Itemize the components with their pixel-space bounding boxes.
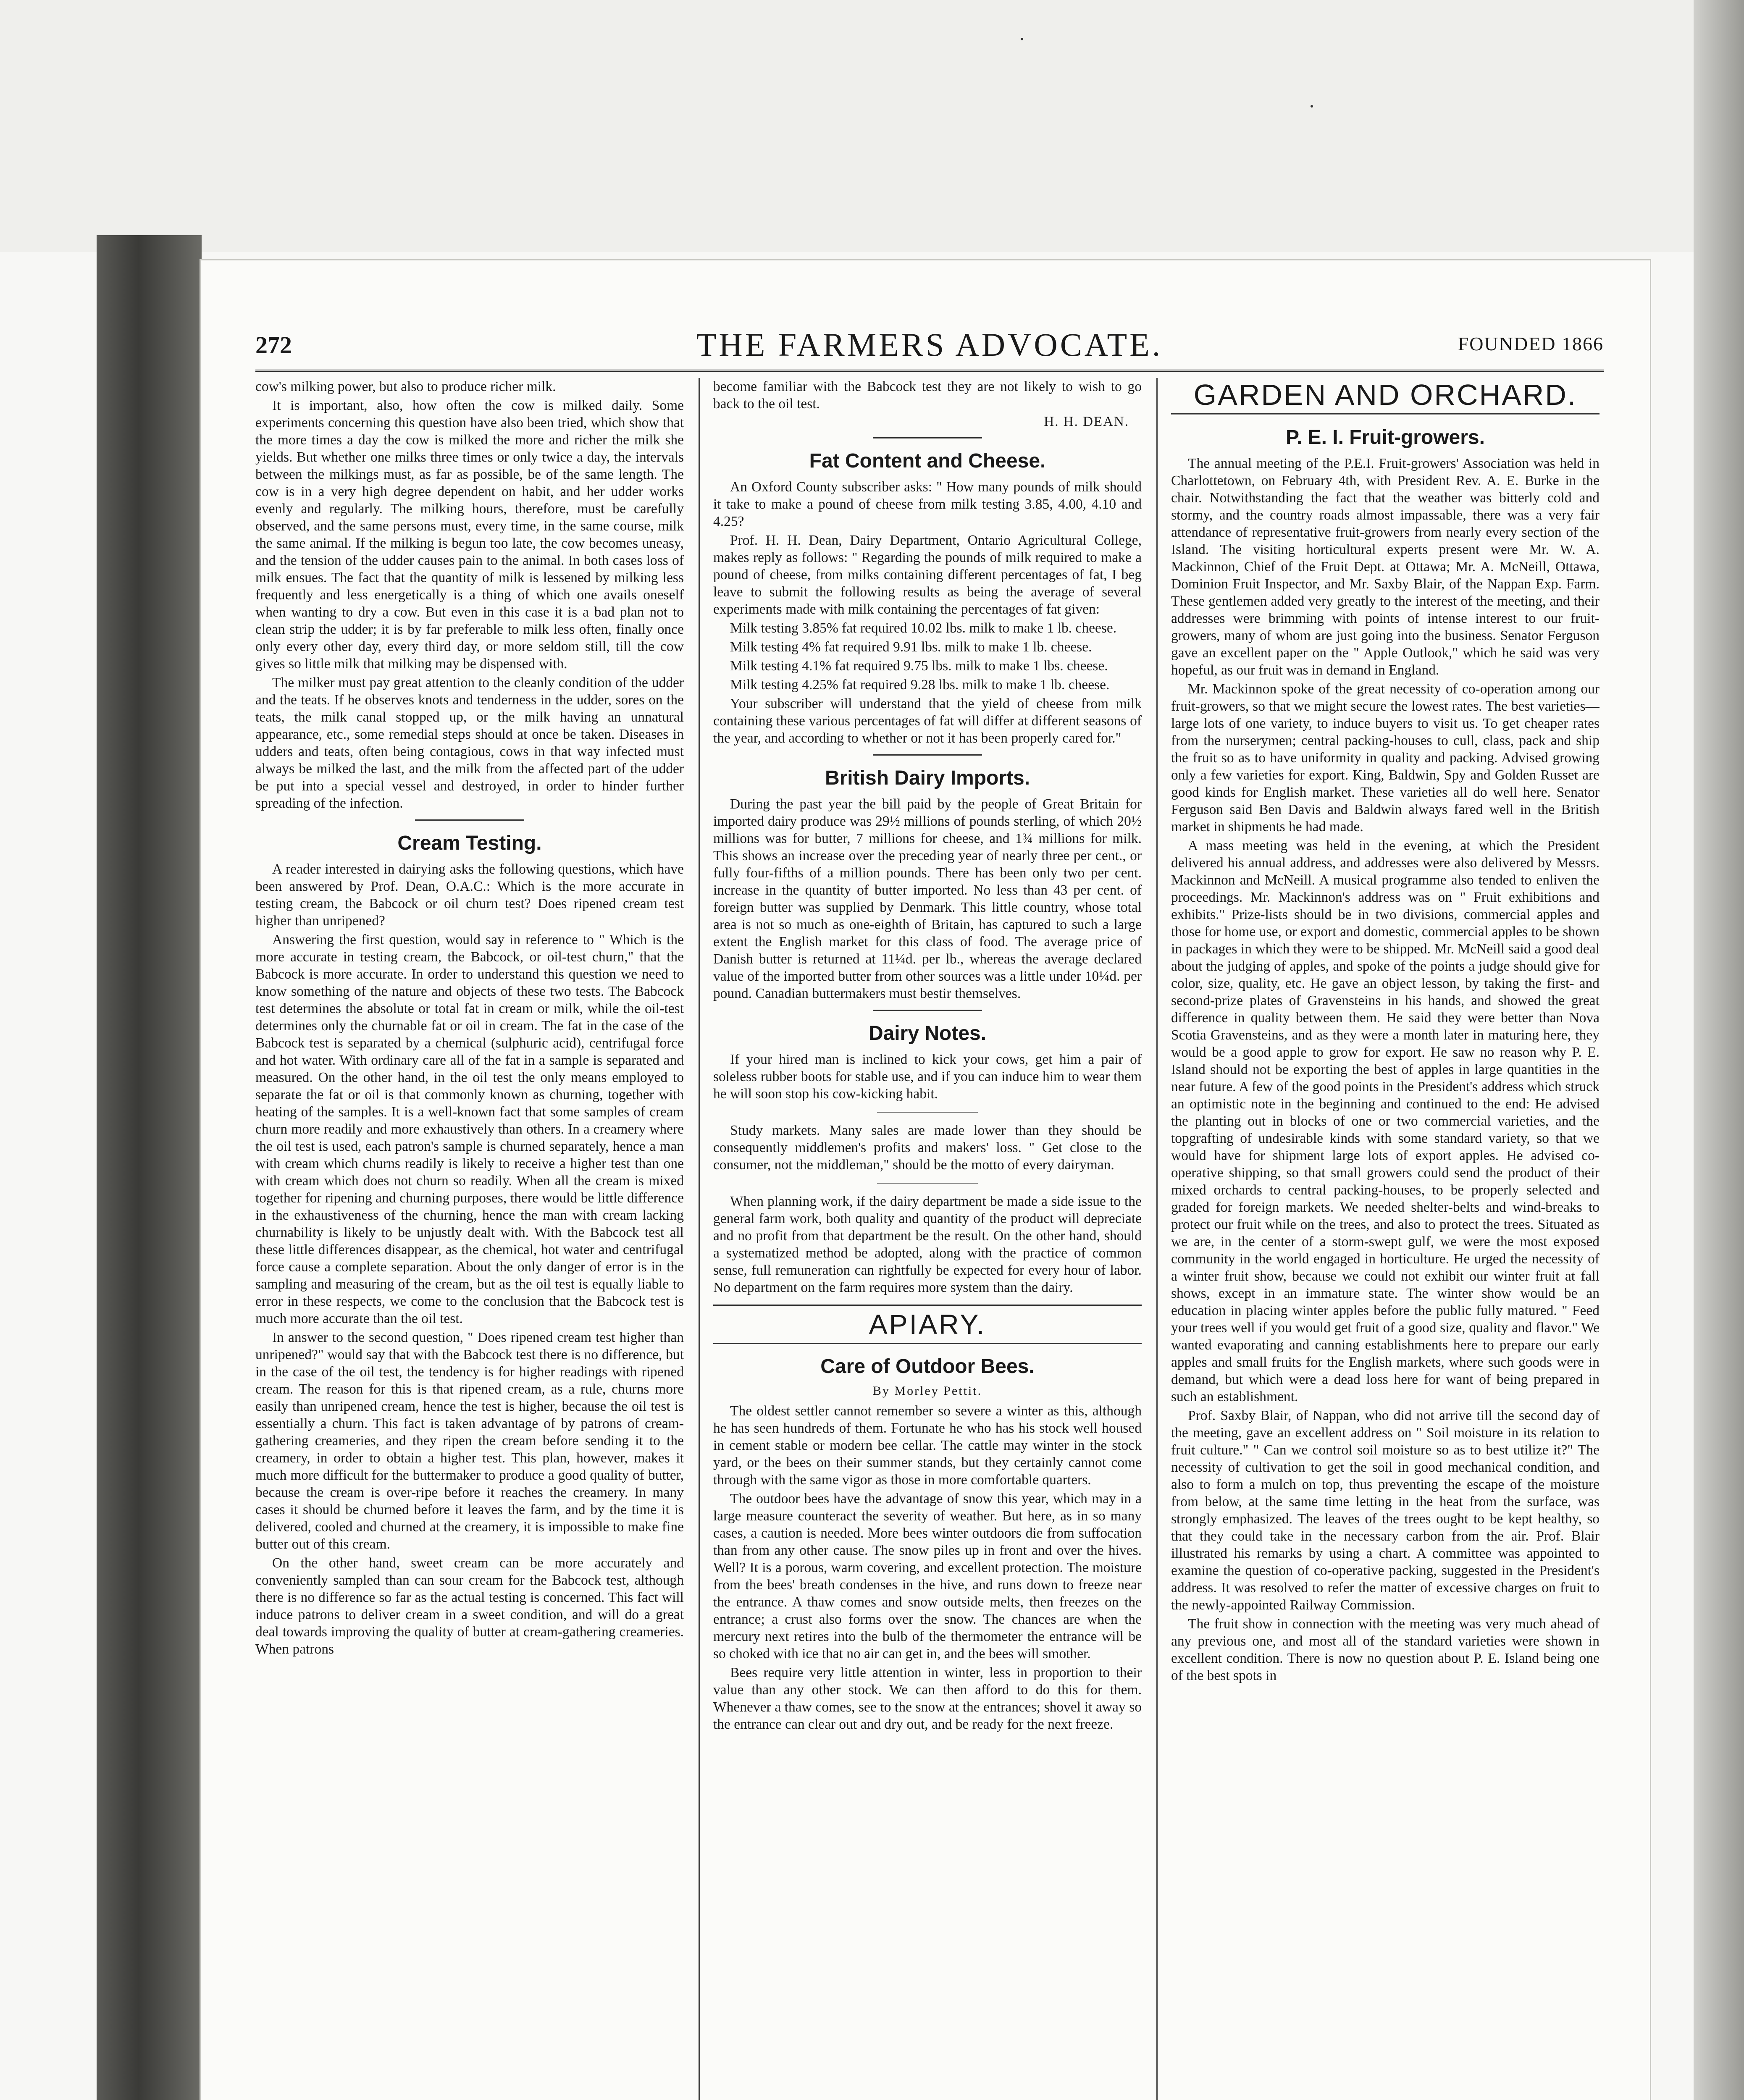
scan-right-margin: [1694, 0, 1744, 2100]
paragraph: During the past year the bill paid by the people of Great Britain for imported dairy produce was 29½ millions of pounds sterling, of which 20½ millions was for butter, 7 millions for cheese, and 1¾ millions for milk. This shows an increase over the preceding year of nearly three per cent., or fully four-fifths of a million pounds. There has been only two per cent. increase in the quantity of butter imported. No less than 43 per cent. of foreign butter was supplied by Denmark. This little country, whose total area is not so much as one-eighth of Britain, has captured to such a large extent the English market for this class of food. The average price of Danish butter is returned at 11¼d. per lb., whereas the average declared value of the imported butter from other sources was a little under 10¼d. per pound. Canadian buttermakers must bestir themselves.: [713, 796, 1142, 1001]
page-number: 272: [255, 331, 292, 359]
paragraph: Your subscriber will understand that the yield of cheese from milk containing these various percentages of fat will differ at different seasons of the year, and according to whether or not it has been properly cared for.": [713, 696, 1142, 746]
paragraph: The milker must pay great attention to the cleanly condition of the udder and the teats. If he observes knots and tenderness in the udder, sores on the teats, the milk canal stopped up, or the milk having an unnatural appearance, etc., some remedial steps should at once be taken. Diseases in udders and teats, often being contagious, cows in that way infected must always be milked the last, and the milk from the affected part of the udder be put into a special vessel and destroyed, in order to hinder further spreading of the infection.: [255, 675, 684, 811]
paragraph: Milk testing 3.85% fat required 10.02 lbs. milk to make 1 lb. cheese.: [730, 620, 1117, 636]
paragraph: The outdoor bees have the advantage of snow this year, which may in a large measure counteract the severity of weather. But here, as in so many cases, a caution is needed. More bees winter outdoors die from suffocation than from any other cause. The snow piles up in front and over the hives. Well? It is a porous, warm covering, and excellent protection. The moisture from the bees' breath condenses in the hive, and runs down to freeze near the entrance. A thaw comes and snow outside melts, then freezes on the entrance; a crust also forms over the snow. The chances are when the mercury next retires into the bulb of the thermometer the entrance will be so choked with ice that no air can get in, and the bees will smother.: [713, 1491, 1142, 1662]
note-divider: [877, 1112, 978, 1113]
paragraph: Answering the first question, would say in reference to " Which is the more accurate in testing cream, the Babcock, or oil-test churn," that the Babcock is more accurate. In order to understand this question we need to know something of the nature and objects of these two tests. The Babcock test determines the absolute or total fat in cream or milk, while the oil-test determines only the churnable fat or oil in cream. The fat in the case of the Babcock test is separated by a chemical (sulphuric acid), centrifugal force and hot water. With ordinary care all of the fat in a sample is separated and measured. On the other hand, in the oil test the only means employed to separate the fat or oil is that commonly known as churning, together with heating of the samples. It is a well-known fact that some samples of cream churn more readily and more exhaustively than others. In a creamery where the oil test is used, each patron's sample is churned separately, hence a man with cream which churns readily is likely to receive a higher test than one with cream which does not churn so readily. When all the cream is mixed together for ripening and churning purposes, there would be little difference in the exhaustiveness of the churning, hence the man with cream lacking churnability is likely to be unjustly dealt with. With the Babcock test all these little differences disappear, as the chemical, hot water and centrifugal force cause a complete separation. About the only danger of error is in the sampling and measuring of the cream, but as the oil test is equally liable to error in these respects, we come to the conclusion that the Babcock test is much more accurate than the oil test.: [255, 932, 684, 1326]
paragraph: The oldest settler cannot remember so severe a winter as this, although he has seen hundreds of them. Fortunate he who has his stock well housed in cement stable or modern bee cellar. The cattle may winter in the stock yard, or the bees on their summer stands, but they certainly cannot come through with the same vigor as those in more comfortable quarters.: [713, 1403, 1142, 1488]
column-rule: [1156, 378, 1158, 2100]
paragraph: Bees require very little attention in winter, less in proportion to their value than any other stock. We can then afford to do this for them. Whenever a thaw comes, see to the snow at the entrances; shovel it away so the entrance can clear out and dry out, and be ready for the next freeze.: [713, 1665, 1142, 1732]
section-divider: [873, 1010, 982, 1011]
paragraph: The annual meeting of the P.E.I. Fruit-growers' Association was held in Charlottetown, on February 4th, with President Rev. A. E. Burke in the chair. Notwithstanding the fact that the weather was bitterly cold and stormy, and the country roads almost impassable, there was a very fair attendance of representative fruit-growers from nearly every section of the Island. The visiting horticultural experts present were Mr. W. A. Mackinnon, Chief of the Fruit Dept. at Ottawa; Mr. A. McNeill, Ottawa, Dominion Fruit Inspector, and Mr. Saxby Blair, of the Nappan Exp. Farm. These gentlemen added very greatly to the interest of the meeting, and their addresses were brimming with points of intense interest to our fruit-growers, many of whom are just going into the business. Senator Ferguson gave an excellent paper on the " Apple Outlook," which he said was very hopeful, as our fruit was in demand in England.: [1171, 456, 1600, 678]
section-heading-fat-content: Fat Content and Cheese.: [809, 450, 1046, 472]
paragraph: The fruit show in connection with the meeting was very much ahead of any previous one, and most all of the standard varieties were shown in excellent condition. There is now no question about P. E. Island being one of the best spots in: [1171, 1616, 1600, 1683]
section-heading-british-imports: British Dairy Imports.: [825, 767, 1030, 789]
column-3: [1171, 378, 1600, 2100]
paragraph: A mass meeting was held in the evening, at which the President delivered his annual address, and addresses were also delivered by Messrs. Mackinnon and McNeill. A musical programme also tended to enliven the proceedings. Mr. Mackinnon's address was on " Fruit exhibitions and exhibits." Prize-lists should be in two divisions, commercial apples and those for home use, or export and domestic, commercial apples to be shown in packages in which they were to be shipped. Mr. McNeill said a good deal about the judging of apples, and spoke of the points a judge should give for color, size, quality, etc. He gave an object lesson, by taking the first- and second-prize plates of Gravensteins in his hands, and showed the great difference in quality between them. He said they were better than Nova Scotia Gravensteins, and as they were a month later in maturing here, they would be a good apple to grow for export. He saw no reason why P. E. Island should not be exporting the best of apples in large quantities in the near future. A few of the good points in the President's address which struck an optimistic note in the beginning and continued to the end: He advised the planting out in blocks of one or two commercial varieties, and the topgrafting of undesirable kinds with some standard variety, so that we would have for shipment large lots of export apples. He advised co-operative shipping, so that small growers could send the product of their mixed orchards to central packing-houses, to be properly selected and graded for foreign markets. We needed shelter-belts and wind-breaks to protect our fruit while on the trees, and also to protect the trees. Situated as we are, in the center of a storm-swept gulf, we were the most exposed community in the world engaged in horticulture. He urged the necessity of a winter fruit show, because we could not exhibit our winter fruit at fall shows, except in an immature state. The winter show would be an education in placing winter apples before the public fully matured. " Feed your trees well if you would get fruit of a good size, quality and flavor." We wanted evaporating and canning establishments here to prepare our early apples and small fruits for the English markets, where such goods were in demand, but which were a dead loss here for want of being prepared in such an establishment.: [1171, 838, 1600, 1404]
section-divider: [873, 754, 982, 756]
column-rule: [699, 378, 700, 2100]
scan-background: [0, 0, 1744, 252]
section-divider: [873, 437, 982, 438]
paragraph: become familiar with the Babcock test they are not likely to wish to go back to the oil test.: [713, 379, 1142, 412]
scan-speck: [1021, 38, 1023, 40]
columns: [255, 378, 1604, 2100]
paragraph: On the other hand, sweet cream can be more accurately and conveniently sampled than can sour cream for the Babcock test, although there is no difference so far as the actual testing is concerned. This fact will induce patrons to deliver cream in a sweet condition, and will do a great deal towards improving the quality of butter at cream-gathering creameries. When patrons: [255, 1555, 684, 1657]
column-1: [255, 378, 684, 2100]
paragraph: Milk testing 4.1% fat required 9.75 lbs. milk to make 1 lbs. cheese.: [730, 658, 1108, 674]
paragraph: An Oxford County subscriber asks: " How many pounds of milk should it take to make a pound of cheese from milk testing 3.85, 4.00, 4.10 and 4.25?: [713, 479, 1142, 529]
paragraph: cow's milking power, but also to produce richer milk.: [255, 379, 556, 394]
paragraph: Milk testing 4.25% fat required 9.28 lbs. milk to make 1 lb. cheese.: [730, 677, 1110, 693]
section-divider: [415, 819, 524, 821]
paragraph: If your hired man is inclined to kick your cows, get him a pair of soleless rubber boots for stable use, and if you can induce him to wear them he will soon stop his cow-kicking habit.: [713, 1052, 1142, 1102]
page-content: [255, 323, 1604, 2100]
paragraph: Milk testing 4% fat required 9.91 lbs. milk to make 1 lb. cheese.: [730, 639, 1092, 655]
department-heading-apiary: APIARY.: [713, 1305, 1142, 1344]
book-gutter-shadow: [97, 235, 202, 2100]
byline: By Morley Pettit.: [872, 1384, 982, 1398]
paragraph: A reader interested in dairying asks the following questions, which have been answered by Prof. Dean, O.A.C.: Which is the more accurate in testing cream, the Babcock or oil churn test? Does ripened cream test higher than unripened?: [255, 861, 684, 929]
scan-speck: [1311, 105, 1313, 108]
section-heading-dairy-notes: Dairy Notes.: [868, 1022, 987, 1045]
paragraph: Prof. H. H. Dean, Dairy Department, Ontario Agricultural College, makes reply as follows: " Regarding the pounds of milk required to make a pound of cheese, from milks containing different percentages of fat, I beg leave to submit the following results as being the average of several experiments made with milk containing the percentages of fat given:: [713, 533, 1142, 617]
paper-title: THE FARMERS ADVOCATE.: [696, 326, 1163, 363]
paragraph: Prof. Saxby Blair, of Nappan, who did not arrive till the second day of the meeting, gave an excellent address on " Soil moisture in its relation to fruit culture." " Can we control soil moisture so as to best utilize it?" The necessity of cultivation to get the soil in good mechanical condition, and also to form a mulch on top, thus preventing the escape of the moisture from below, at the same time letting in the heat from the surface, was strongly emphasized. The leaves of the trees ought to be kept healthy, so that they could take in the necessary carbon from the air. Prof. Blair illustrated his remarks by using a chart. A committee was appointed to examine the question of co-operative packing, suggested in the President's address. It was resolved to refer the matter of excessive charges on fruit to the newly-appointed Railway Commission.: [1171, 1408, 1600, 1613]
paragraph: It is important, also, how often the cow is milked daily. Some experiments concerning this question have also been tried, which show that the more times a day the cow is milked the more and richer the milk she yields. But whether one milks three times or only twice a day, the intervals between the milkings must, as far as possible, be of the same length. The cow is in a very high degree dependent on habit, and her udder works evenly and regularly. The milking hours, therefore, must be carefully observed, and the same persons must, every time, in the same course, milk the same animal. If the milking is begun too late, the cow becomes uneasy, and the tension of the udder causes pain to the animal. In both cases loss of milk ensues. The fact that the quantity of milk is lessened by milking less frequently and less energetically is a thing of which one avails oneself when wanting to dry a cow. But even in this case it is a bad plan not to clean strip the udder; it is by far preferable to milk less often, finally once only every other day, every third day, or more seldom still, till the cow gives so little milk that milking may be dispensed with.: [255, 398, 684, 672]
section-heading-pei-fruit-growers: P. E. I. Fruit-growers.: [1286, 426, 1485, 449]
author-signature: H. H. DEAN.: [1044, 414, 1129, 429]
paragraph: In answer to the second question, " Does ripened cream test higher than unripened?" would say that with the Babcock test there is no difference, but in the case of the oil test, the tendency is for higher readings with ripened cream. The reason for this is that ripened cream, as a rule, churns more easily than unripened cream, hence the test is higher, because the oil test is essentially a churn. This fact is taken advantage of by patrons of cream-gathering creameries, and they ripen the cream before sending it to the creamery, in order to obtain a higher test. This plan, however, makes it much more difficult for the buttermaker to produce a good quality of butter, because the cream is over-ripe before it reaches the creamery. In many cases it should be churned before it leaves the farm, and by the time it is delivered, cooled and churned at the creamery, it is impossible to make fine butter out of this cream.: [255, 1330, 684, 1552]
section-heading-outdoor-bees: Care of Outdoor Bees.: [820, 1355, 1035, 1378]
note-divider: [877, 1183, 978, 1184]
newspaper-page: [201, 260, 1650, 2100]
founded-line: FOUNDED 1866: [1458, 333, 1604, 354]
column-2: [713, 378, 1142, 2100]
masthead: [255, 323, 1604, 372]
department-heading-garden-orchard: GARDEN AND ORCHARD.: [1171, 378, 1600, 415]
paragraph: When planning work, if the dairy department be made a side issue to the general farm work, both quality and quantity of the product will depreciate and no profit from that department be the result. On the other hand, should a systematized method be adopted, along with the practice of common sense, full remuneration can rightfully be expected for every hour of labor. No department on the farm requires more system than the dairy.: [713, 1194, 1142, 1295]
paragraph: Study markets. Many sales are made lower than they should be consequently middlemen's profits and makers' loss. " Get close to the consumer, not the middleman," should be the motto of every dairyman.: [713, 1123, 1142, 1173]
paragraph: Mr. Mackinnon spoke of the great necessity of co-operation among our fruit-growers, so that we might secure the lowest rates. The best varieties—large lots of one variety, to induce buyers to visit us. To get cheaper rates from the nurserymen; central packing-houses to cull, class, pack and ship the fruit so as to have uniformity in quality and packing. Advised growing only a few varieties for export. King, Baldwin, Spy and Golden Russet are good kinds for English market. These varieties all do well here. Senator Ferguson said Ben Davis and Baldwin always fared well in the British market in shipments he had made.: [1171, 681, 1600, 835]
section-heading-cream-testing: Cream Testing.: [397, 832, 542, 854]
